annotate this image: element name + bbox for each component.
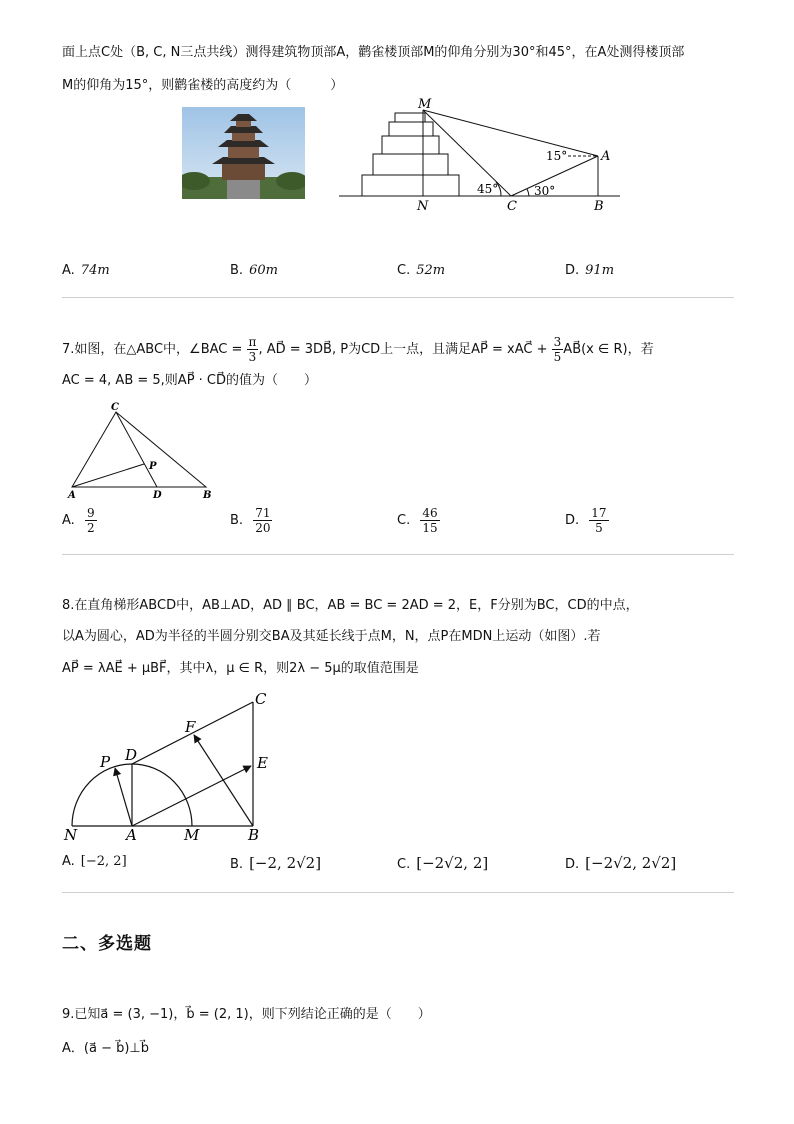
label-A: A	[601, 149, 611, 164]
q6-option-d[interactable]: D. 91m	[565, 263, 615, 278]
q6-option-b[interactable]: B. 60m	[230, 263, 278, 278]
label-M: M	[184, 826, 200, 844]
label-B: B	[203, 490, 212, 501]
section-title: 二、多选题	[62, 934, 152, 954]
q6-text-line2: M的仰角为15°，则鹳雀楼的高度约为（ ）	[62, 78, 344, 93]
label-N: N	[417, 199, 429, 214]
label-D: D	[153, 490, 162, 501]
q7-text-line1: 7.如图，在△ABC中，∠BAC = $\frac{\pi}{3}$ , AD⃗ = 3DB⃗, P为CD上一点，且满足AP⃗ = xAC⃗ + $\frac{3}{5}$ AB⃗(x ∈ R)，若	[62, 335, 654, 364]
label-P: P	[100, 753, 111, 771]
label-C: C	[255, 690, 267, 708]
q9-text-line1: 9.已知a⃗ = (3, −1)，b⃗ = (2, 1)，则下列结论正确的是（ ）	[62, 1007, 431, 1022]
fraction-3-5: $\frac{3}{5}$	[553, 335, 562, 364]
label-D: D	[125, 746, 138, 764]
q6-text-line1: 面上点C处（B, C, N三点共线）测得建筑物顶部A，鹳雀楼顶部M的仰角分别为30°和45°，在A处测得楼顶部	[62, 45, 685, 60]
label-C: C	[111, 402, 119, 413]
divider	[62, 554, 734, 555]
q9-option-a[interactable]: A．(a⃗ − b⃗)⊥b⃗	[62, 1041, 149, 1056]
angle-15: 15°	[546, 149, 568, 163]
q7-diagram	[64, 398, 214, 502]
q8-text-line2: 以A为圆心，AD为半径的半圆分别交BA及其延长线于点M，N，点P在MDN上运动（如图）.若	[62, 629, 601, 644]
angle-30: 30°	[534, 184, 556, 198]
q6-diagram	[335, 98, 625, 216]
q7-option-b[interactable]: B. $\frac{71}{20}$	[230, 506, 271, 535]
angle-45: 45°	[477, 182, 499, 196]
label-P: P	[149, 461, 157, 472]
q6-option-c[interactable]: C. 52m	[397, 263, 446, 278]
q8-option-a[interactable]: A. [−2, 2]	[62, 854, 127, 869]
fraction-pi-3: $\frac{\pi}{3}$	[248, 335, 257, 364]
label-B: B	[248, 826, 260, 844]
label-E: E	[257, 754, 268, 772]
label-M: M	[418, 98, 432, 112]
label-A: A	[126, 826, 137, 844]
q7-option-c[interactable]: C. $\frac{46}{15}$	[397, 506, 438, 535]
q8-option-d[interactable]: D. [−2√2, 2√2]	[565, 854, 677, 872]
tower-photo	[182, 107, 305, 199]
label-B: B	[594, 199, 604, 214]
divider	[62, 892, 734, 893]
q8-text-line1: 8.在直角梯形ABCD中，AB⊥AD，AD ∥ BC，AB = BC = 2AD = 2，E，F分别为BC，CD的中点，	[62, 598, 639, 613]
label-A: A	[68, 490, 76, 501]
label-N: N	[64, 826, 78, 844]
q8-diagram	[60, 688, 280, 844]
divider	[62, 297, 734, 298]
q7-option-a[interactable]: A. $\frac{9}{2}$	[62, 506, 95, 535]
q8-option-c[interactable]: C. [−2√2, 2]	[397, 854, 489, 872]
q8-text-line3: AP⃗ = λAE⃗ + μBF⃗，其中λ，μ ∈ R，则2λ − 5μ的取值范围是	[62, 661, 419, 676]
label-C: C	[507, 199, 517, 214]
label-F: F	[185, 718, 196, 736]
q7-text-line2: AC = 4, AB = 5,则AP⃗ · CD⃗的值为（ ）	[62, 373, 318, 388]
q6-option-a[interactable]: A. 74m	[62, 263, 110, 278]
q8-option-b[interactable]: B. [−2, 2√2]	[230, 854, 322, 872]
q7-option-d[interactable]: D. $\frac{17}{5}$	[565, 506, 607, 535]
